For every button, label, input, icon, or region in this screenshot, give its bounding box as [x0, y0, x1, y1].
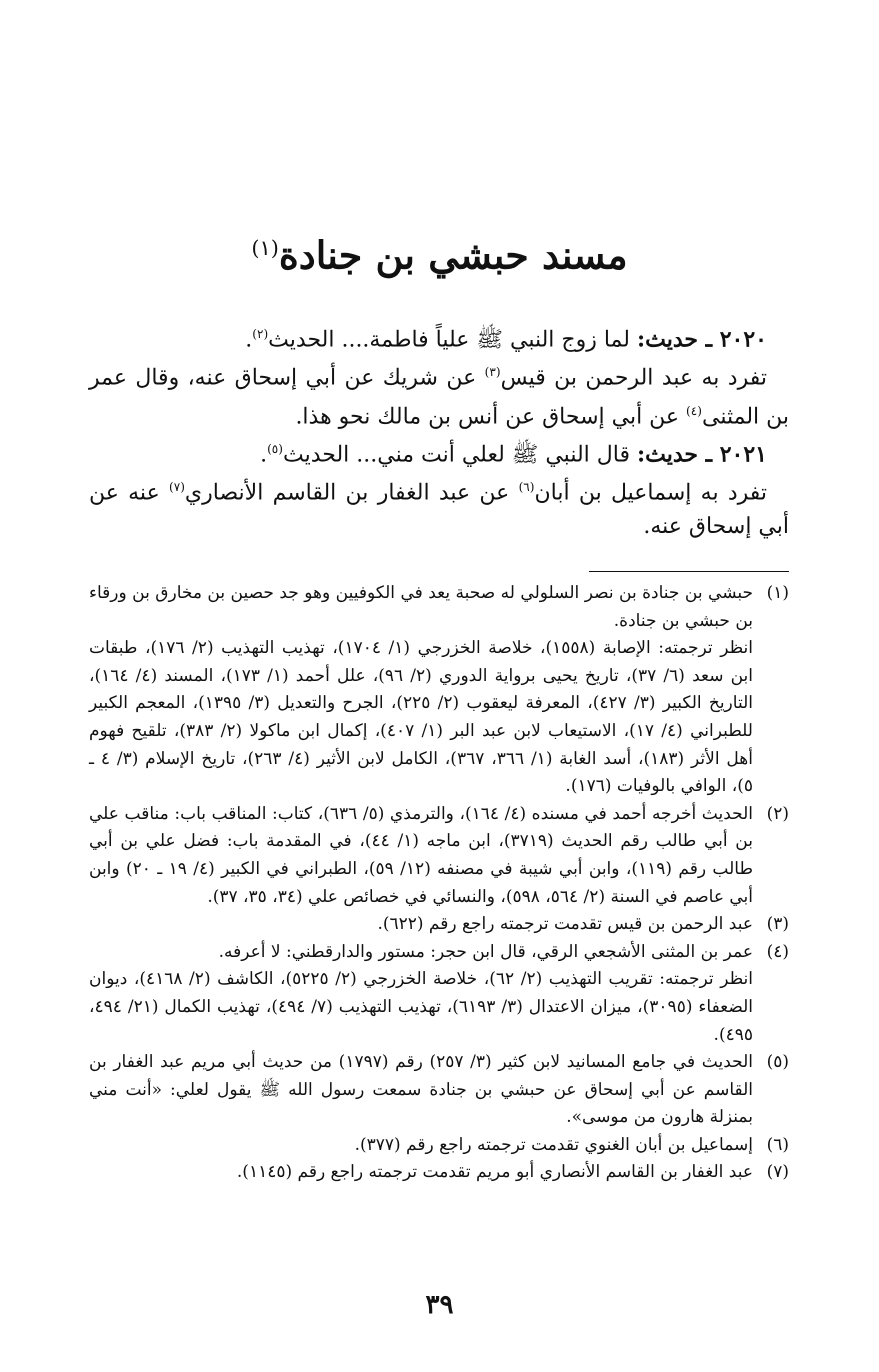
footnote	[89, 939, 789, 1049]
footnote-line: عبد الغفار بن القاسم الأنصاري أبو مريم تقدمت ترجمته راجع رقم (١١٤٥).	[236, 1162, 753, 1183]
hadith-2021-text: قال النبي ﷺ لعلي أنت مني... الحديث	[283, 442, 637, 468]
footnote	[89, 1159, 789, 1187]
footnote-line: الحديث في جامع المسانيد لابن كثير (٣/ ٢٥٧) رقم (١٧٩٧) من حديث أبي مريم عبد الغفار بن القاسم عن أبي إسحاق عن حبشي بن جنادة سمعت رسول الله ﷺ يقول لعلي: «أنت مني بمنزلة هارون من موسى».	[89, 1052, 753, 1128]
paragraph-1-part-c: عن أبي إسحاق عن أنس بن مالك نحو هذا.	[295, 403, 687, 429]
footnote-text	[89, 801, 753, 911]
paragraph-2-part-a: تفرد به إسماعيل بن أبان	[534, 480, 768, 506]
main-text	[89, 318, 789, 543]
title-text: مسند حبشي بن جنادة	[278, 232, 628, 278]
hadith-2021	[89, 433, 789, 471]
footnote-text	[89, 1132, 753, 1160]
hadith-2020	[89, 318, 789, 356]
footnote	[89, 580, 789, 801]
footnote-number: (٦)	[766, 1134, 789, 1155]
footnote-text	[89, 939, 753, 1049]
footnote-number: (٣)	[766, 914, 789, 935]
paragraph-2-ref-a: (٦)	[518, 480, 535, 495]
hadith-2021-label: ٢٠٢١ ـ حديث:	[636, 441, 767, 468]
footnote-number: (٤)	[766, 941, 789, 962]
footnote-number: (٧)	[766, 1162, 789, 1183]
footnote-text	[89, 1049, 753, 1132]
footnote	[89, 911, 789, 939]
footnote-number: (٥)	[766, 1052, 789, 1073]
paragraph-1-part-b: عن شريك عن أبي إسحاق عنه، وقال عمر بن المثنى	[89, 365, 789, 429]
paragraph-2-part-c: عنه عن أبي إسحاق عنه.	[89, 480, 789, 539]
hadith-2021-ref: (٥)	[267, 441, 283, 456]
hadith-2021-end: .	[260, 442, 268, 468]
footnote	[89, 1049, 789, 1132]
footnotes	[89, 580, 789, 1187]
paragraph-1	[89, 356, 789, 433]
footnote	[89, 801, 789, 911]
page-title	[0, 218, 879, 286]
hadith-2020-end: .	[245, 327, 253, 353]
hadith-2020-ref: (٢)	[252, 327, 269, 341]
hadith-2020-text: لما زوج النبي ﷺ علياً فاطمة.... الحديث	[268, 327, 637, 353]
footnote-number: (١)	[766, 583, 789, 603]
paragraph-2-ref-b: (٧)	[168, 480, 185, 495]
footnote-text	[89, 911, 753, 939]
footnote-line: عبد الرحمن بن قيس تقدمت ترجمته راجع رقم (٦٢٢).	[377, 914, 753, 935]
hadith-2020-label: ٢٠٢٠ ـ حديث:	[636, 326, 767, 353]
footnote-line: الحديث أخرجه أحمد في مسنده (٤/ ١٦٤)، والترمذي (٥/ ٦٣٦)، كتاب: المناقب باب: مناقب علي بن أبي طالب رقم الحديث (٣٧١٩)، ابن ماجه (١/ ٤٤)، في المقدمة باب: فضل علي بن أبي طالب رقم (١١٩)، وابن أبي شيبة في مصنفه (١٢/ ٥٩)، الطبراني في الكبير (٤/ ١٩ ـ ٢٠) وابن أبي عاصم في السنة (٢/ ٥٦٤، ٥٩٨)، والنسائي في خصائص علي (٣٤، ٣٥، ٣٧).	[89, 803, 753, 907]
footnote-text	[89, 580, 753, 801]
footnote-line: انظر ترجمته: الإصابة (١٥٥٨)، خلاصة الخزرجي (١/ ١٧٠٤)، تهذيب التهذيب (٢/ ١٧٦)، طبقات ابن سعد (٦/ ٣٧)، تاريخ يحيى برواية الدوري (٢/ ٩٦)، علل أحمد (١/ ١٧٣)، المسند (٤/ ١٦٤)، التاريخ الكبير (٣/ ٤٢٧)، المعرفة ليعقوب (٢/ ٢٢٥)، الجرح والتعديل (٣/ ١٣٩٥)، المعجم الكبير للطبراني (٤/ ١٧)، الاستيعاب لابن عبد البر (١/ ٤٠٧)، إكمال ابن ماكولا (٢/ ٣٨٣)، تلقيح فهوم أهل الأثر (١٨٣)، أسد الغابة (١/ ٣٦٦، ٣٦٧)، الكامل لابن الأثير (٤/ ٢٦٣)، تاريخ الإسلام (٣/ ٤ ـ ٥)، الوافي بالوفيات (١٧٦).	[89, 638, 753, 797]
paragraph-2	[89, 471, 789, 542]
paragraph-1-ref-a: (٣)	[484, 365, 501, 380]
footnote-text	[89, 1159, 753, 1187]
footnote-line: إسماعيل بن أبان الغنوي تقدمت ترجمته راجع رقم (٣٧٧).	[354, 1134, 753, 1155]
title-footnote-ref: (١)	[251, 236, 279, 260]
paragraph-2-part-b: عن عبد الغفار بن القاسم الأنصاري	[184, 480, 519, 506]
page-number: ٣٩	[425, 1290, 454, 1320]
footnote-line: حبشي بن جنادة بن نصر السلولي له صحبة يعد في الكوفيين وهو جد حصين بن مخارق بن ورقاء بن حبشي بن جنادة.	[89, 583, 753, 631]
paragraph-1-part-a: تفرد به عبد الرحمن بن قيس	[500, 365, 767, 391]
paragraph-1-ref-b: (٤)	[686, 403, 702, 418]
footnote	[89, 1132, 789, 1160]
footnote-number: (٢)	[766, 803, 789, 824]
footnote-line: عمر بن المثنى الأشجعي الرقي، قال ابن حجر: مستور والدارقطني: لا أعرفه.	[218, 941, 753, 962]
footnote-divider	[589, 571, 789, 572]
footnote-line: انظر ترجمته: تقريب التهذيب (٢/ ٦٢)، خلاصة الخزرجي (٢/ ٥٢٢٥)، الكاشف (٢/ ٤١٦٨)، ديوان الضعفاء (٣٠٩٥)، ميزان الاعتدال (٣/ ٦١٩٣)، تهذيب التهذيب (٧/ ٤٩٤)، تهذيب الكمال (٢١/ ٤٩٤، ٤٩٥).	[89, 969, 754, 1045]
